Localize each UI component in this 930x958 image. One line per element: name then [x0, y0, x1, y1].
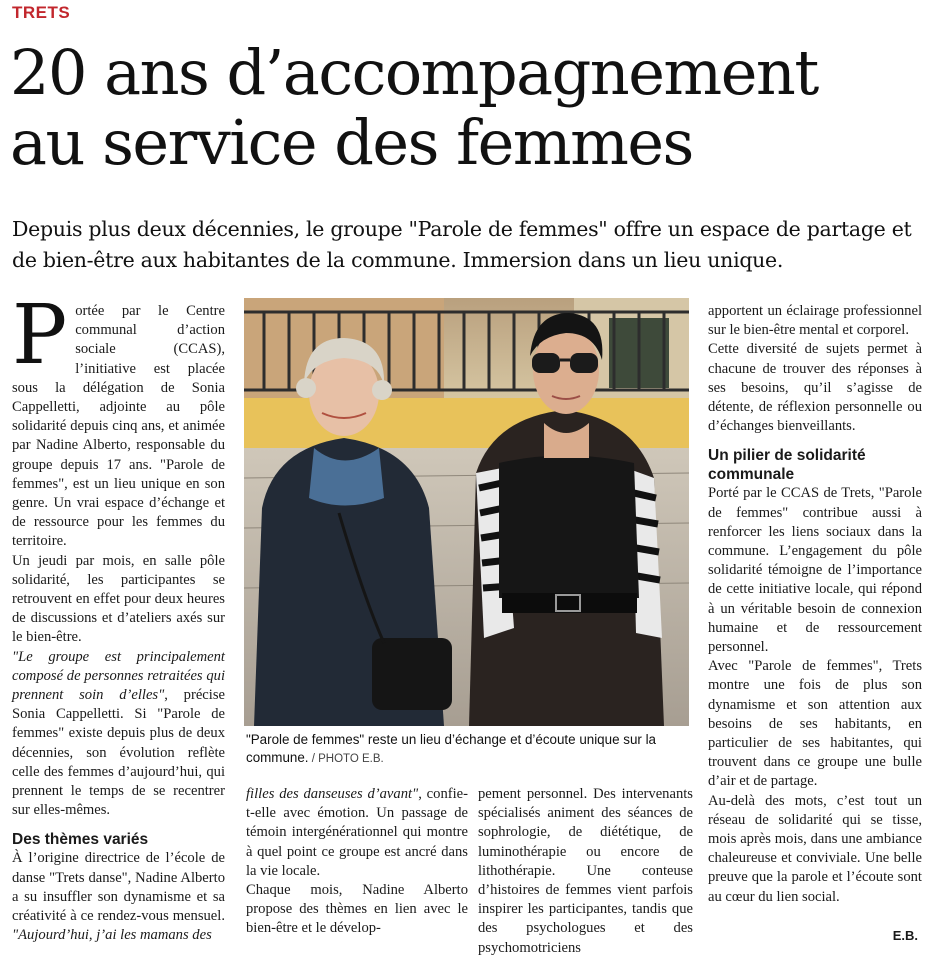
article-headline	[10, 38, 920, 178]
paragraph-intervenants: pement personnel. Des intervenants spécialisés animent des séances de sophrologie, de diététique, de luminothérapie ou encore de lithothérapie. Une conteuse d’histoires de femmes vient parfois inspirer les participantes, tandis que des psychologues et des psychomotriciens	[478, 786, 693, 956]
column-1	[12, 288, 225, 946]
article-photo	[244, 298, 689, 726]
paragraph-ccas: Porté par le CCAS de Trets, "Parole de femmes" contribue aussi à renforcer les liens sociaux dans la commune. L’engagement du pôle solidarité témoigne de l’importance de cette initiative locale, qui répond à un véritable besoin de connexion humaine et de ressourcement personnel.	[708, 485, 922, 656]
column-4	[708, 302, 922, 907]
paragraph-origine: À l’origine directrice de l’école de danse "Trets danse", Nadine Alberto a su insuffler son dynamisme et sa créativité à ce rendez-vous mensuel. "Aujourd’hui, j’ai les mamans des	[12, 850, 225, 944]
paragraph-reseau: Au-delà des mots, c’est tout un réseau de solidarité qui se tisse, mois après mois, dans une ambiance chaleureuse et conviviale. Une belle preuve que la parole et l’écoute sont au cœur du lien social.	[708, 792, 922, 905]
author-signature: E.B.	[892, 928, 918, 943]
headline-line-2: au service des femmes	[10, 106, 693, 179]
paragraph-jeudi: Un jeudi par mois, en salle pôle solidarité, les participantes se retrouvent en effet pour deux heures de discussions et d’ateliers axés sur le bien-être.	[12, 552, 225, 646]
paragraph-trets: Avec "Parole de femmes", Trets montre une fois de plus son dynamisme et son attention aux besoins de ses habitants, en particulier de ses habitantes, qui trouvent dans ce groupe une bulle d’air et de partage.	[708, 658, 922, 790]
paragraph-danseuses: filles des danseuses d’avant", confie-t-elle avec émotion. Un passage de témoin intergénérationnel qui montre à quel point ce groupe est ancré dans la vie locale.	[246, 786, 468, 879]
photo-credit: / PHOTO E.B.	[308, 753, 384, 765]
paragraph-chaque-mois: Chaque mois, Nadine Alberto propose des thèmes en lien avec le bien-être et le dévelop-	[246, 882, 468, 937]
column-3	[478, 785, 693, 958]
section-kicker: TRETS	[12, 3, 71, 22]
paragraph-diversite: Cette diversité de sujets permet à chacune de trouver des réponses à ses besoins, qu’il s’agisse de détente, de réflexion personnelle ou d’échanges bienveillants.	[708, 341, 922, 435]
drop-cap: P	[12, 288, 68, 383]
paragraph-intro: Portée par le Centre communal d’action sociale (CCAS), l’initiative est placée sous la délégation de Sonia Cappelletti, adjointe au pôle solidarité depuis cinq ans, et animée par Nadine Alberto, responsable du groupe depuis 17 ans. "Parole de femmes", est un lieu unique en son genre. Un vrai espace d’échange et de ressource pour les femmes du territoire.	[12, 288, 225, 550]
subhead-pilier: Un pilier de solidarité communale	[708, 447, 866, 484]
photo-caption: "Parole de femmes" reste un lieu d’échange et d’écoute unique sur la commune. / PHOTO E.B.	[246, 732, 656, 765]
headline-line-1: 20 ans d’accompagnement	[10, 36, 818, 109]
article-lead: Depuis plus deux décennies, le groupe "Parole de femmes" offre un espace de partage et de bien-être aux habitantes de la commune. Immersion dans un lieu unique.	[12, 217, 912, 272]
subhead-themes: Des thèmes variés	[12, 831, 149, 849]
paragraph-eclairage: apportent un éclairage professionnel sur le bien-être mental et corporel.	[708, 303, 922, 339]
photo-two-women	[244, 298, 689, 726]
column-2	[246, 785, 468, 939]
paragraph-quote-sonia: "Le groupe est principalement composé de personnes retraitées qui prennent soin d’elles", précise Sonia Cappelletti. Si "Parole de femmes" existe depuis plus de deux décennies, son évolution reflète celle des femmes d’aujourd’hui, qui prennent le temps de se recentrer sur elles-mêmes.	[12, 648, 225, 819]
